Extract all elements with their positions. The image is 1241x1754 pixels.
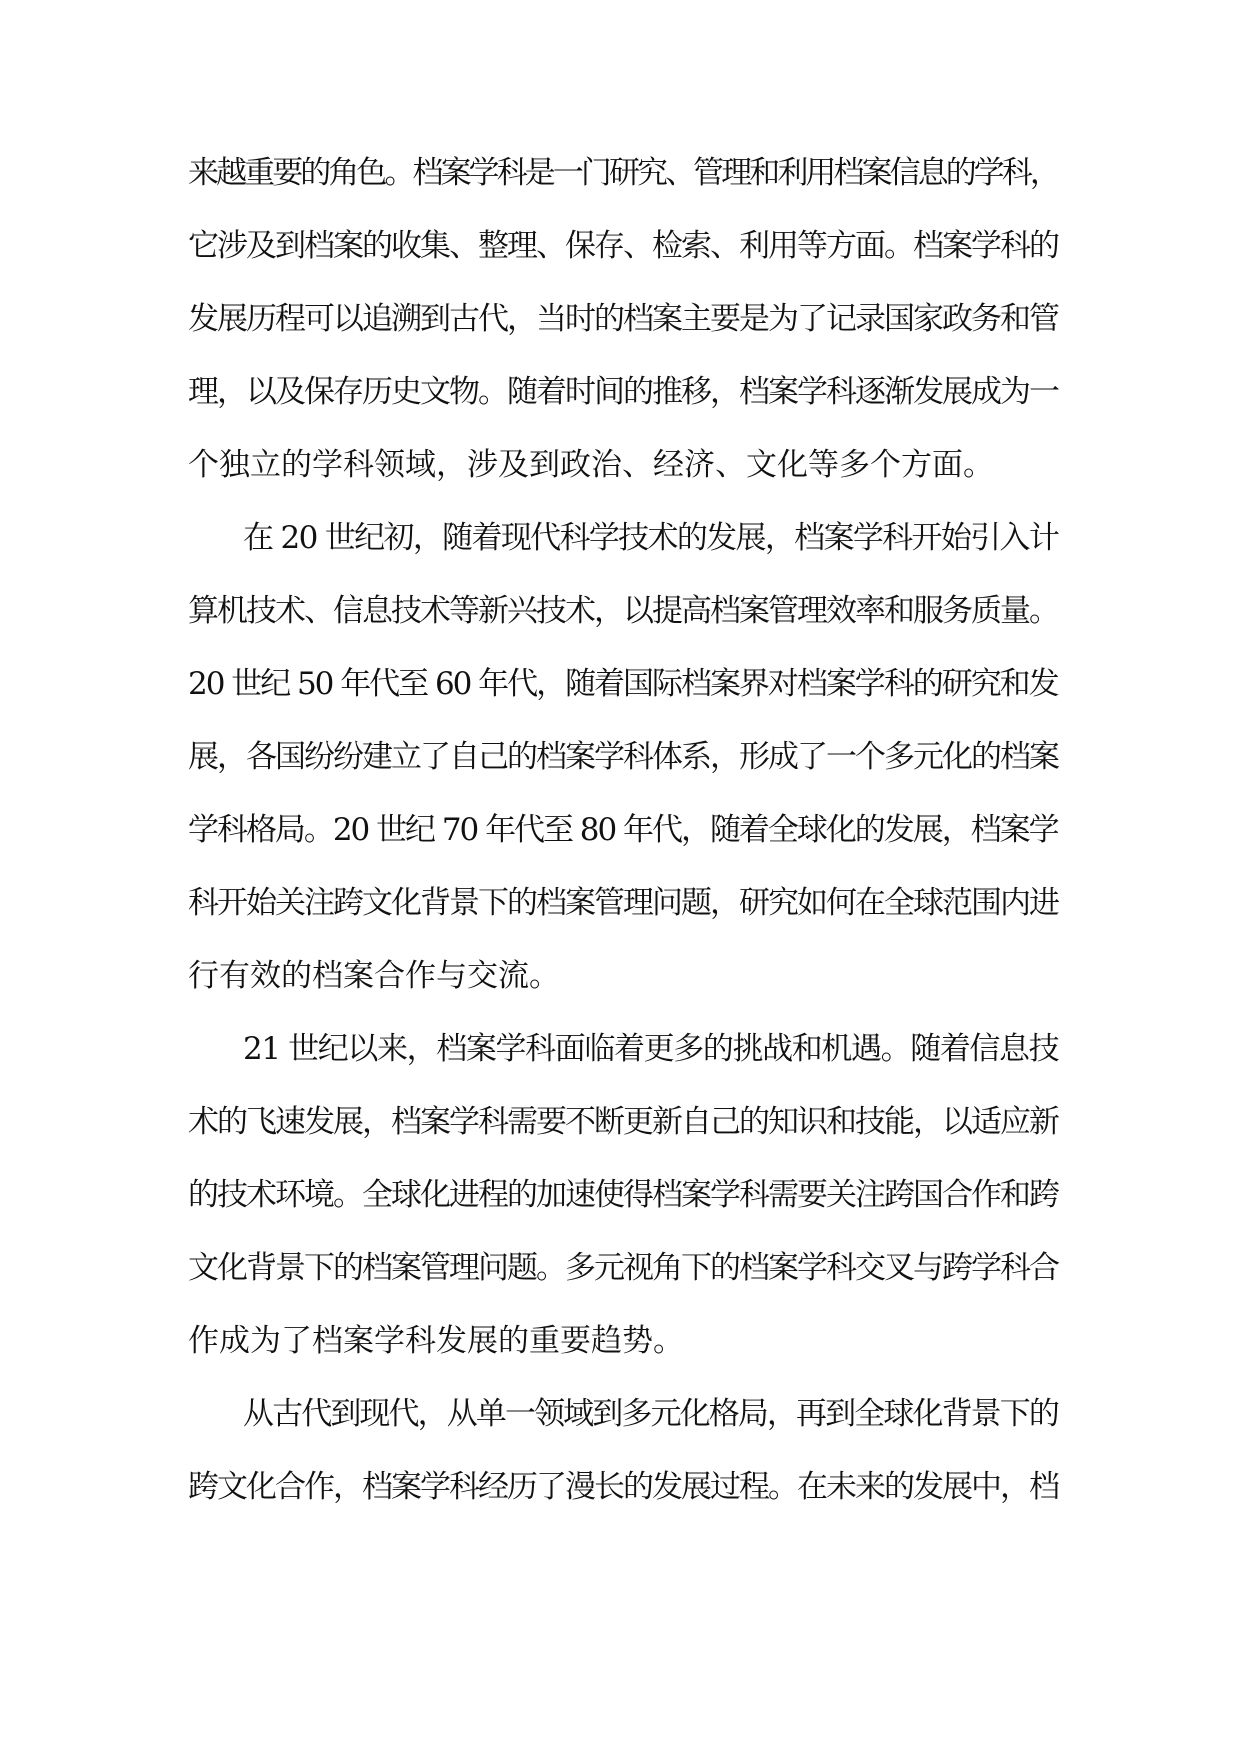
paragraph-first-line: 在 20 世纪初，随着现代科学技术的发展，档案学科开始引入计 xyxy=(243,520,1059,556)
text-line: 来越重要的角色。档案学科是一门研究、管理和利用档案信息的学科， xyxy=(188,155,1058,191)
text-line: 的技术环境。全球化进程的加速使得档案学科需要关注跨国合作和跨 xyxy=(188,1177,1058,1213)
text-line: 理，以及保存历史文物。随着时间的推移，档案学科逐渐发展成为一 xyxy=(188,374,1058,410)
text-line: 它涉及到档案的收集、整理、保存、检索、利用等方面。档案学科的 xyxy=(188,228,1058,264)
paragraph-first-line: 21 世纪以来，档案学科面临着更多的挑战和机遇。随着信息技 xyxy=(243,1031,1059,1067)
text-line: 行有效的档案合作与交流。 xyxy=(188,958,560,994)
text-line: 科开始关注跨文化背景下的档案管理问题，研究如何在全球范围内进 xyxy=(188,885,1058,921)
text-line: 术的飞速发展，档案学科需要不断更新自己的知识和技能，以适应新 xyxy=(188,1104,1058,1140)
text-line: 学科格局。20 世纪 70 年代至 80 年代，随着全球化的发展，档案学 xyxy=(188,812,1058,848)
text-line: 算机技术、信息技术等新兴技术，以提高档案管理效率和服务质量。 xyxy=(188,593,1058,629)
text-line: 展，各国纷纷建立了自己的档案学科体系，形成了一个多元化的档案 xyxy=(188,739,1058,775)
text-line: 个独立的学科领域，涉及到政治、经济、文化等多个方面。 xyxy=(188,447,994,483)
text-line: 20 世纪 50 年代至 60 年代，随着国际档案界对档案学科的研究和发 xyxy=(188,666,1058,702)
paragraph-first-line: 从古代到现代，从单一领域到多元化格局，再到全球化背景下的 xyxy=(243,1396,1058,1432)
text-line: 作成为了档案学科发展的重要趋势。 xyxy=(188,1323,684,1359)
body-text xyxy=(188,137,1058,1524)
text-line: 文化背景下的档案管理问题。多元视角下的档案学科交叉与跨学科合 xyxy=(188,1250,1058,1286)
text-line: 跨文化合作，档案学科经历了漫长的发展过程。在未来的发展中，档 xyxy=(188,1469,1058,1505)
text-line: 发展历程可以追溯到古代，当时的档案主要是为了记录国家政务和管 xyxy=(188,301,1058,337)
